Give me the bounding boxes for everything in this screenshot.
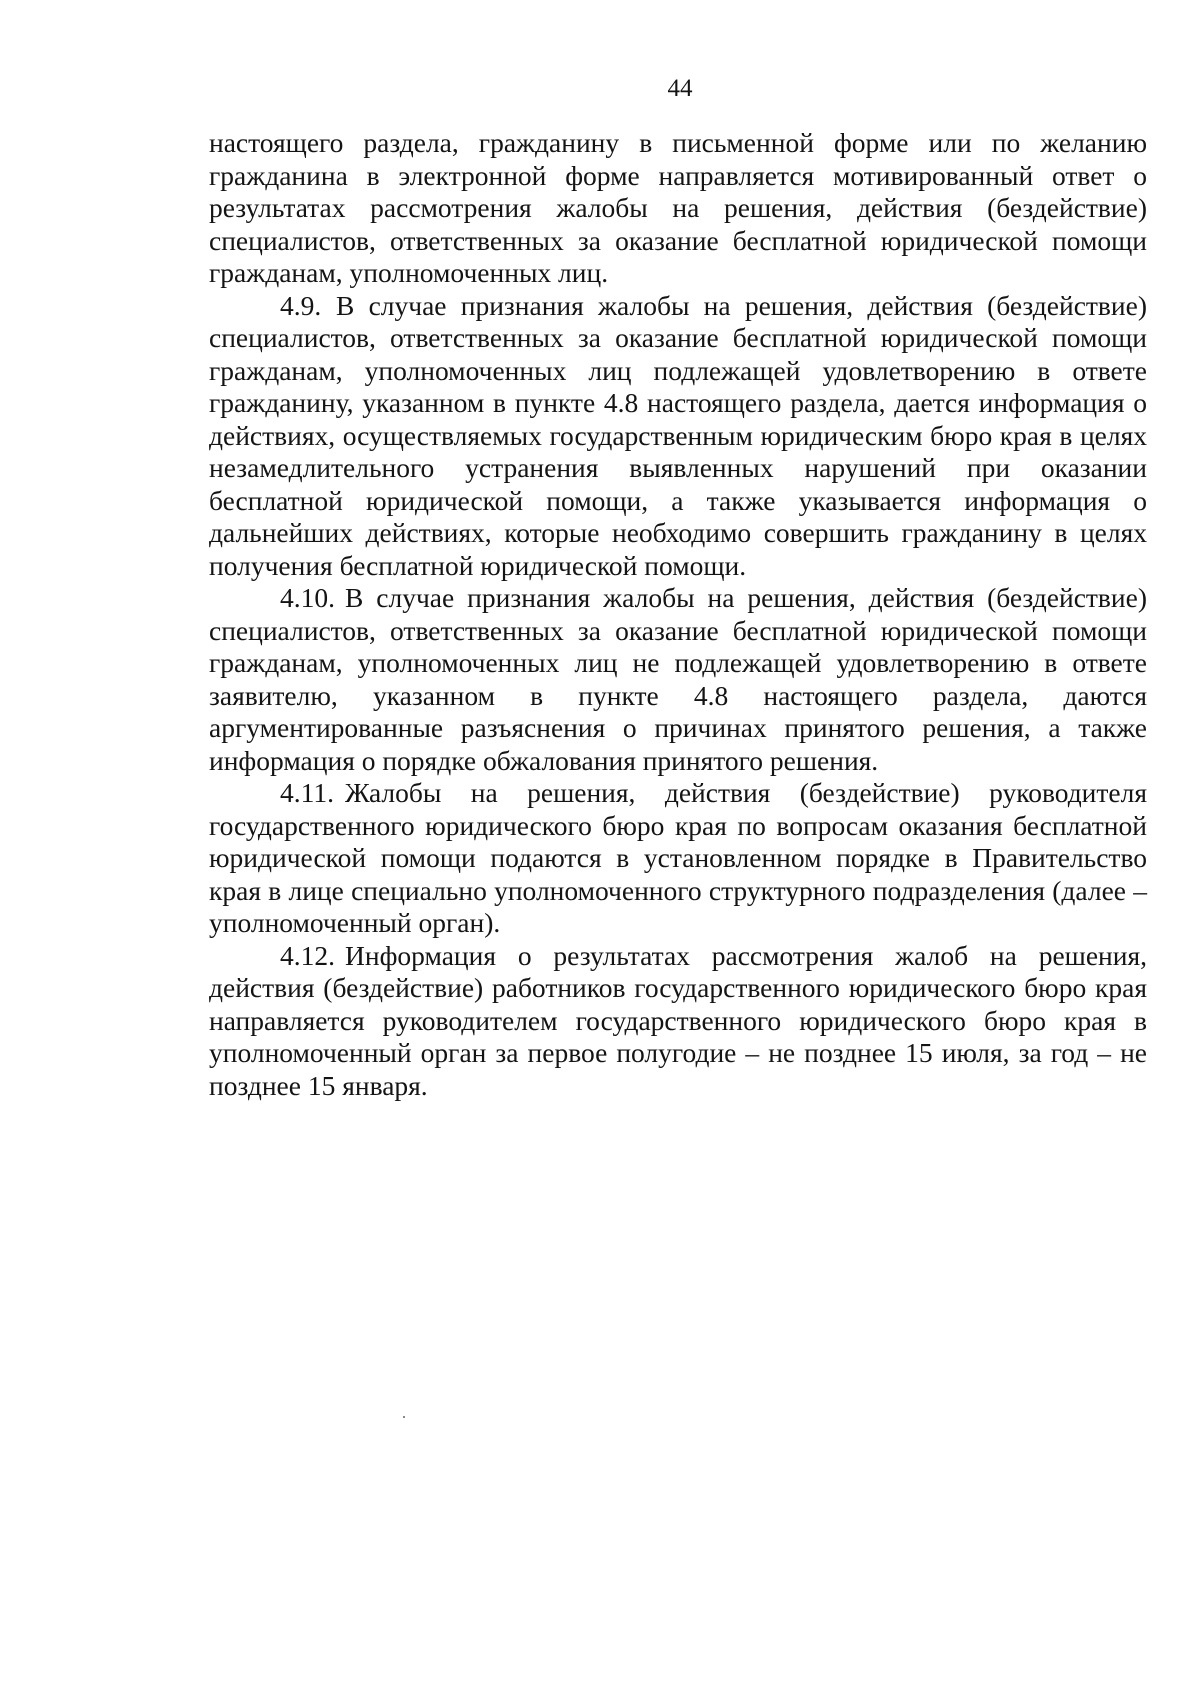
paragraph-text: настоящего раздела, гражданину в письменной форме или по желанию гражданина в электронной форме направляется мотивированный ответ о результатах рассмотрения жалобы на решения, действия (бездействие) специалистов, ответственных за оказание бесплатной юридической помощи гражданам, уполномоченных лиц. — [209, 127, 1147, 288]
paragraph-text: Жалобы на решения, действия (бездействие) руководителя государственного юридического бюро края по вопросам оказания бесплатной юридической помощи подаются в установленном порядке в Правительство края в лице специально уполномоченного структурного подразделения (далее – уполномоченный орган). — [209, 777, 1147, 938]
paragraph-text: В случае признания жалобы на решения, действия (бездействие) специалистов, ответственных за оказание бесплатной юридической помощи гражданам, уполномоченных лиц не подлежащей удовлетворению в ответе заявителю, указанном в пункте 4.8 настоящего раздела, даются аргументированные разъяснения о причинах принятого решения, а также информация о порядке обжалования принятого решения. — [209, 582, 1147, 776]
paragraph-4-9 — [209, 290, 1147, 583]
paragraph-number: 4.11. — [280, 777, 334, 808]
paragraph-4-11 — [209, 777, 1147, 940]
paragraph-text: В случае признания жалобы на решения, действия (бездействие) специалистов, ответственных за оказание бесплатной юридической помощи гражданам, уполномоченных лиц подлежащей удовлетворению в ответе гражданину, указанном в пункте 4.8 настоящего раздела, дается информация о действиях, осуществляемых государственным юридическим бюро края в целях незамедлительного устранения выявленных нарушений при оказании бесплатной юридической помощи, а также указывается информация о дальнейших действиях, которые необходимо совершить гражданину в целях получения бесплатной юридической помощи. — [209, 289, 1147, 581]
page-number: 44 — [667, 75, 693, 102]
paragraph-continuation — [209, 127, 1147, 290]
paragraph-number: 4.10. — [280, 582, 335, 613]
scan-speck — [403, 1416, 405, 1418]
paragraph-4-10 — [209, 582, 1147, 777]
paragraph-text: Информация о результатах рассмотрения жалоб на решения, действия (бездействие) работников государственного юридического бюро края направляется руководителем государственного юридического бюро края в уполномоченный орган за первое полугодие – не позднее 15 июля, за год – не позднее 15 января. — [209, 939, 1147, 1101]
paragraph-4-12 — [209, 940, 1147, 1103]
paragraph-number: 4.9. — [280, 289, 322, 321]
document-body — [209, 127, 1147, 1102]
paragraph-number: 4.12. — [280, 939, 335, 971]
